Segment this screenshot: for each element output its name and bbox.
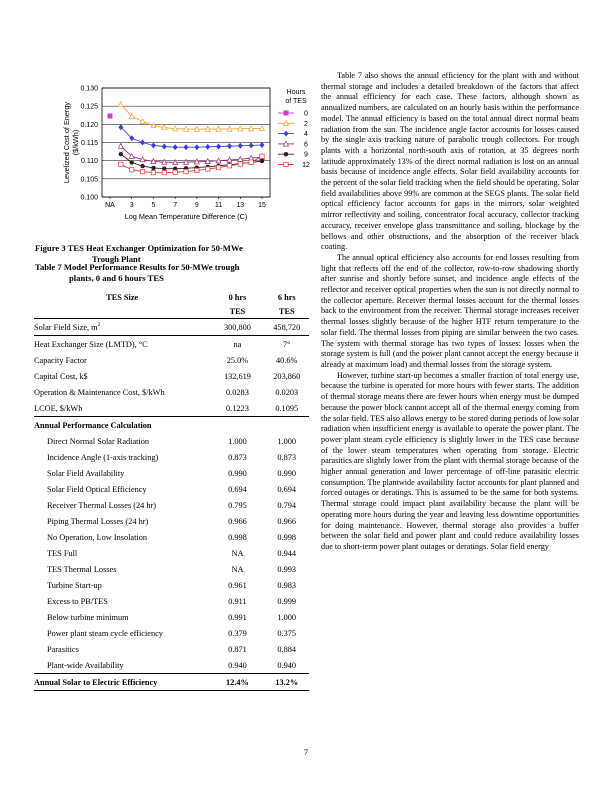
- header-tes-size: TES Size: [106, 292, 139, 302]
- table-row: [34, 352, 309, 368]
- body-text-column: [321, 71, 579, 553]
- table-row-total: [34, 674, 309, 691]
- series-point-4: [151, 143, 155, 148]
- row-value-6: 1.000: [277, 612, 297, 622]
- lcoe-label: LCOE, $/kWh: [34, 400, 210, 417]
- row-label: Solar Field Optical Efficiency: [47, 484, 147, 494]
- y-tick-label: 0.110: [81, 158, 98, 166]
- table-row: [34, 481, 309, 497]
- table-row: [34, 513, 309, 529]
- row-value-0: na: [233, 339, 242, 349]
- y-tick-label: 0.115: [81, 140, 98, 147]
- row-value-0: 0.0283: [226, 387, 249, 397]
- row-value-6: 0.999: [277, 596, 297, 606]
- header-0hrs: 0 hrs: [228, 292, 247, 302]
- row-value-0: 0.911: [228, 596, 247, 606]
- y-tick-label: 0.105: [80, 176, 98, 184]
- series-point-12: [130, 168, 134, 172]
- table-row: [34, 497, 309, 513]
- x-tick-label: NA: [105, 202, 115, 209]
- table-title-continuation: plants, 0 and 6 hours TES: [69, 273, 164, 283]
- row-value-0: 0.961: [228, 580, 247, 590]
- x-tick-label: 15: [258, 202, 266, 209]
- series-point-9: [119, 152, 123, 156]
- table-row: [34, 336, 309, 353]
- series-point-4: [260, 142, 264, 147]
- series-point-4: [184, 145, 188, 150]
- table-label: Table 7: [35, 262, 62, 272]
- row-value-6: 0.990: [277, 468, 297, 478]
- row-label: Excess to PB/TES: [47, 596, 108, 606]
- row-value-0: 25.0%: [226, 355, 249, 365]
- series-point-4: [173, 145, 177, 150]
- solar-field-sup: 2: [97, 321, 101, 328]
- y-tick-label: 0.120: [80, 121, 98, 129]
- row-label: Heat Exchanger Size (LMTD), °C: [34, 339, 148, 349]
- figure-title: TES Heat Exchanger Optimization for 50-MWe: [67, 243, 243, 253]
- x-tick-label: 7: [173, 202, 178, 209]
- series-point-4: [249, 143, 253, 148]
- series-point-4: [238, 143, 242, 148]
- solar-field-label: Solar Field Size, m: [34, 322, 98, 332]
- series-line-2: [121, 104, 262, 129]
- row-value-6: 0.884: [277, 644, 297, 654]
- row-value-6: 0.993: [277, 564, 297, 574]
- row-value-0: 1.000: [228, 436, 247, 446]
- row-value-6: 0.375: [277, 628, 297, 638]
- row-value-6: 0.873: [277, 452, 297, 462]
- series-point-4: [162, 144, 166, 149]
- table-row-solar-field: [34, 319, 309, 336]
- table-row: [34, 465, 309, 481]
- series-point-0: [108, 114, 112, 118]
- table-group1: [34, 336, 309, 401]
- row-label: Solar Field Availability: [47, 468, 125, 478]
- series-point-12: [119, 162, 123, 166]
- series-point-12: [260, 154, 264, 158]
- row-value-6: 0.794: [277, 500, 297, 510]
- row-value-0: 0.940: [228, 660, 247, 670]
- row-label: Parasitics: [47, 644, 79, 654]
- row-label: Piping Thermal Losses (24 hr): [47, 516, 149, 526]
- table-row: [34, 368, 309, 384]
- series-point-12: [184, 169, 188, 173]
- x-tick-label: 3: [129, 202, 134, 209]
- total-value-6: 13.2%: [265, 674, 310, 691]
- legend-entry: 2: [304, 120, 308, 128]
- performance-table: [34, 290, 309, 691]
- x-tick-label: 13: [236, 202, 245, 209]
- table-header-row: [34, 290, 309, 304]
- table-caption: [35, 262, 310, 284]
- row-label: Capacity Factor: [34, 355, 87, 365]
- y-tick-label: 0.130: [80, 85, 98, 93]
- row-value-0: NA: [231, 564, 244, 574]
- table-row: [34, 641, 309, 657]
- x-tick-label: 9: [194, 202, 199, 209]
- header2-tes-6: TES: [265, 304, 310, 319]
- series-point-2: [140, 119, 145, 124]
- body-paragraph-3: However, turbine start-up becomes a smaller fraction of total energy use, because the turbine is operated for more hours with fewer starts. The addition of thermal storage means there are fewer hours when energy must be dumped because the power block cannot accept all of the thermal energy coming from the solar field. TES also allows energy to be stored during periods of low solar radiation when insufficient energy is available to operate the power plant. The power plant steam cycle efficiency is slightly lower in the TES case because of the lower steam temperatures when operating from storage. Electric parasitics are slightly lower from the plant with thermal storage because of the higher annual generation and lower percentage of off-line parasitic electric consumption. The plantwide availability factor accounts for plant planned and forced outages or deratings. This is assumed to be the same for both systems. Thermal storage could impact plant availability because the plant will be operating more hours during the year and leaving less downtime opportunities for doing maintenance. However, thermal storage also provides a buffer between the solar field and power plant and could reduce availability losses due to short-term power plant outages or deratings. Solar field energy: [321, 370, 579, 551]
- lcoe-value-6: 0.1095: [265, 400, 310, 417]
- row-value-0: 0.795: [228, 500, 247, 510]
- row-label: Incidence Angle (1-axis tracking): [47, 452, 159, 462]
- table-row: [34, 545, 309, 561]
- legend-entry: 12: [302, 162, 310, 169]
- row-value-0: 0.991: [228, 612, 247, 622]
- row-value-0: 300,800: [210, 319, 264, 336]
- table-row: [34, 593, 309, 609]
- total-value-0: 12.4%: [210, 674, 264, 691]
- row-label: Receiver Thermal Losses (24 hr): [47, 500, 157, 510]
- row-value-6: 458,720: [265, 319, 310, 336]
- x-tick-label: 11: [214, 202, 223, 209]
- y-tick-label: 0.100: [80, 194, 98, 202]
- row-label: Power plant steam cycle efficiency: [47, 628, 163, 638]
- figure-label: Figure 3: [35, 243, 66, 253]
- row-value-0: 0.966: [228, 516, 247, 526]
- series-point-12: [151, 170, 155, 174]
- x-tick-label: 5: [151, 202, 156, 209]
- row-label: TES Full: [47, 548, 78, 558]
- series-point-2: [118, 102, 123, 107]
- table-title: Model Performance Results for 50-MWe trough: [63, 262, 240, 272]
- row-value-0: 0.379: [228, 628, 247, 638]
- y-tick-label: 0.125: [80, 103, 98, 111]
- series-point-12: [140, 169, 144, 173]
- table-row: [34, 657, 309, 674]
- row-value-6: 0.966: [277, 516, 297, 526]
- row-label: Plant-wide Availability: [47, 660, 124, 670]
- row-value-6: 203,860: [273, 371, 301, 381]
- table-row-lcoe: [34, 400, 309, 417]
- row-label: Turbine Start-up: [47, 580, 102, 590]
- legend-swatch-marker: [284, 152, 288, 156]
- table-section-title-row: [34, 417, 309, 434]
- row-label: Below turbine minimum: [47, 612, 129, 622]
- legend-swatch-marker: [284, 131, 288, 136]
- row-label: [34, 319, 210, 336]
- series-point-12: [249, 160, 253, 164]
- series-point-12: [216, 165, 220, 169]
- series-point-12: [227, 164, 231, 168]
- series-point-4: [140, 140, 144, 145]
- row-label: No Operation, Low Insolation: [47, 532, 148, 542]
- row-value-6: 0.940: [277, 660, 297, 670]
- table-row: [34, 561, 309, 577]
- row-label: TES Thermal Losses: [47, 564, 117, 574]
- total-label: Annual Solar to Electric Efficiency: [34, 674, 210, 691]
- row-value-0: 0.694: [228, 484, 247, 494]
- row-value-0: 0.873: [228, 452, 247, 462]
- row-value-6: 40.6%: [276, 355, 298, 365]
- series-point-12: [206, 167, 210, 171]
- series-point-12: [162, 170, 166, 174]
- x-axis-label: Log Mean Temperature Difference (C): [124, 212, 248, 221]
- table-header-row-2: [34, 304, 309, 319]
- body-paragraph-1: Table 7 also shows the annual efficiency for the plant with and without thermal storage and includes a detailed breakdown of the factors that affect the annual efficiency for each case. These factors, although shown as annualized numbers, are calculated on an hourly basis within the performance model. The annual efficiency is based on the total annual direct normal beam radiation from the sun. The incidence angle factor accounts for losses caused by the single axis tracking nature of parabolic trough collectors. For trough plants with a horizontal north-south axis of rotation, at 35 degrees north latitude approximately 13% of the direct normal radiation is lost on an annual basis because of incidence angle effects. Solar field availability accounts for the percent of the solar field tracking when the field should be operating. Solar field availabilities above 99% are common at the SEGS plants. The solar field optical efficiency factor accounts for gaps in the mirrors, solar weighted mirror reflectivity and soiling, concentrator focal accuracy, collector tracking accuracy, receiver envelope glass transmittance and soiling, blockage by the bellows and other obstructions, and the absorption of the receiver black coating.: [321, 71, 579, 252]
- legend-entry: 4: [304, 131, 308, 139]
- table-row: [34, 449, 309, 465]
- row-value-0: NA: [231, 548, 244, 558]
- series-point-12: [173, 170, 177, 174]
- lcoe-vs-lmtd-chart: [60, 80, 322, 232]
- row-value-6: 0.983: [277, 580, 297, 590]
- section-title: Annual Performance Calculation: [34, 420, 152, 430]
- series-point-4: [216, 144, 220, 149]
- row-value-0: 132,619: [223, 371, 251, 381]
- series-point-4: [206, 144, 210, 149]
- legend-swatch-marker: [284, 162, 288, 166]
- table-row: [34, 529, 309, 545]
- lcoe-value-0: 0.1223: [210, 400, 264, 417]
- legend-title-2: of TES: [285, 98, 307, 105]
- row-value-6: 7°: [283, 339, 291, 349]
- table-row: [34, 609, 309, 625]
- legend-entry: 0: [304, 110, 308, 118]
- row-value-6: 0.0203: [275, 387, 299, 397]
- figure-title-continuation: Trough Plant: [92, 254, 141, 264]
- series-point-9: [141, 164, 145, 168]
- legend-entry: 9: [304, 151, 308, 159]
- row-value-6: 0.694: [277, 484, 297, 494]
- legend-title: Hours: [286, 89, 306, 96]
- series-point-9: [130, 160, 134, 164]
- row-value-0: 0.990: [228, 468, 247, 478]
- series-point-9: [260, 159, 264, 163]
- series-point-4: [195, 145, 199, 150]
- legend-entry: 6: [304, 141, 308, 149]
- table-row: [34, 433, 309, 449]
- y-axis-label: Levelized Cost of Energy: [62, 101, 71, 184]
- table-row: [34, 384, 309, 400]
- series-point-12: [195, 168, 199, 172]
- series-point-6: [118, 143, 123, 148]
- series-point-9: [162, 167, 166, 171]
- header-6hrs: 6 hrs: [277, 292, 296, 302]
- series-point-9: [151, 166, 155, 170]
- body-paragraph-2: The annual optical efficiency also accounts for end losses resulting from light that reflects off the end of the collector, row-to-row shadowing shortly after sunrise and shortly before sunset, and incidence angle effects of the reflector and receiver optical properties when the sun is not directly normal to the collector aperture. Receiver thermal losses account for the thermal losses back to the environment from the receiver. Thermal storage increases receiver thermal losses slightly because of the higher HTF return temperature to the solar field. The thermal losses from piping are similar between the two cases. The system with thermal storage has two types of losses: losses when the storage system is full (and the power plant cannot accept the energy because it already at maximum load) and thermal losses from the storage system.: [321, 252, 579, 369]
- row-label: Direct Normal Solar Radiation: [47, 436, 150, 446]
- row-label: Capital Cost, k$: [34, 371, 88, 381]
- table-row: [34, 625, 309, 641]
- table-row: [34, 577, 309, 593]
- legend-swatch-marker: [284, 111, 288, 115]
- row-value-6: 0.944: [277, 548, 297, 558]
- header2-blank: [34, 304, 210, 319]
- header2-tes-0: TES: [210, 304, 264, 319]
- series-point-4: [227, 143, 231, 148]
- row-value-6: 0.998: [277, 532, 297, 542]
- y-axis-label-unit: ($/kWh): [71, 129, 80, 156]
- row-value-0: 0.998: [228, 532, 247, 542]
- row-label: Operation & Maintenance Cost, $/kWh: [34, 387, 165, 397]
- series-point-12: [238, 162, 242, 166]
- table-annual-performance-rows: [34, 433, 309, 674]
- row-value-6: 1.000: [277, 436, 297, 446]
- row-value-0: 0.871: [228, 644, 247, 654]
- page-number: 7: [303, 747, 309, 757]
